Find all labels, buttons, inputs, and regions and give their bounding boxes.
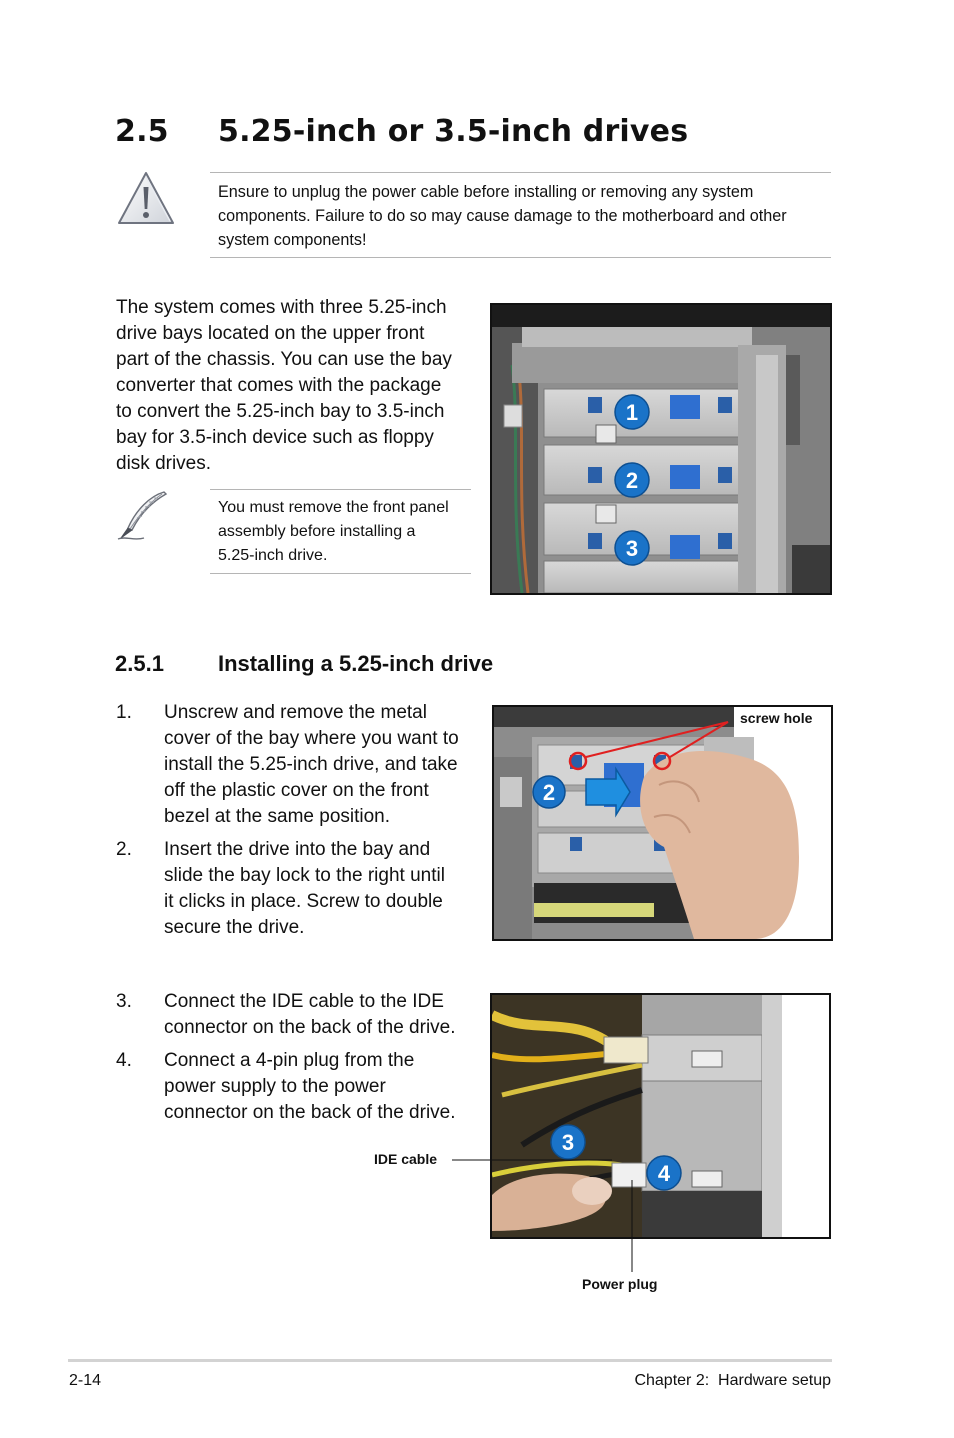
svg-text:3: 3: [561, 1130, 575, 1155]
subsection-number: 2.5.1: [115, 651, 164, 676]
warning-text: Ensure to unplug the power cable before installing or removing any system components. Failure to do so may cause damage to the motherboard and other system components!: [218, 183, 787, 249]
intro-paragraph: The system comes with three 5.25-inch drive bays located on the upper front part of the chassis. You can use the bay converter that comes with the package to convert the 5.25-inch bay to 3.5-inch bay for 3.5-inch device such as floppy disk drives.: [116, 297, 452, 474]
note-text: You must remove the front panel assembly before installing a 5.25-inch drive.: [218, 499, 449, 564]
section-number: 2.5: [115, 114, 169, 149]
svg-text:1: 1: [625, 400, 639, 425]
power-plug-label: Power plug: [582, 1276, 658, 1292]
svg-text:4: 4: [657, 1161, 671, 1186]
ide-cable-label: IDE cable: [374, 1151, 438, 1167]
step-4: 4. Connect a 4-pin plug from the power supply to the power connector on the back of the drive.: [116, 1050, 456, 1123]
footer-rule: [68, 1359, 832, 1362]
screw-hole-label: screw hole: [740, 710, 813, 726]
chapter-label: Chapter 2: Hardware setup: [634, 1372, 831, 1389]
svg-text:2: 2: [625, 468, 639, 493]
svg-text:3: 3: [625, 536, 639, 561]
step-1: 1. Unscrew and remove the metal cover of the bay where you want to install the 5.25-inch drive, and take off the plastic cover on the front bezel at the same position.: [116, 702, 459, 827]
step-3: 3. Connect the IDE cable to the IDE connector on the back of the drive.: [116, 991, 456, 1038]
step-2: 2. Insert the drive into the bay and slide the bay lock to the right until it clicks in place. Screw to double secure the drive.: [116, 839, 445, 938]
page-number: 2-14: [69, 1372, 102, 1389]
subsection-text: Installing a 5.25-inch drive: [218, 651, 494, 676]
section-title: 5.25-inch or 3.5-inch drives: [218, 114, 689, 149]
svg-text:2: 2: [542, 780, 556, 805]
